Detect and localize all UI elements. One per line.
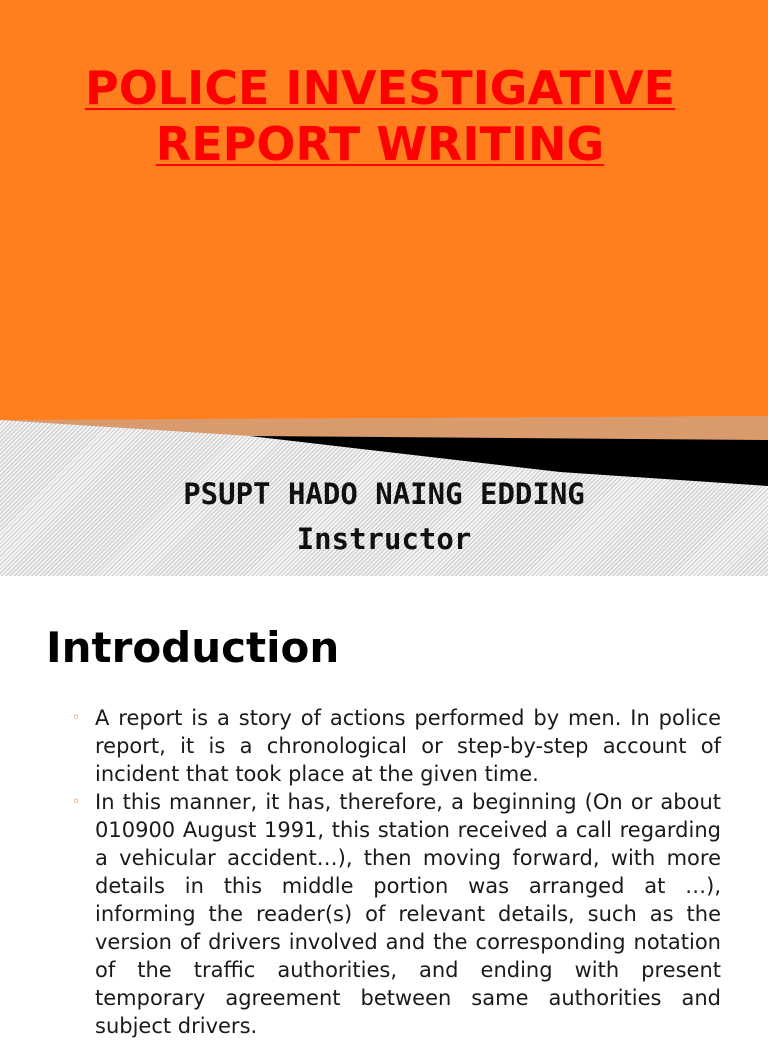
bullet-text: A report is a story of actions performed by men. In police report, it is a chronological or step-by-step account of incident that took place at the given time. xyxy=(95,706,721,786)
bullet-list xyxy=(68,704,721,1040)
slide-title-line-1: POLICE INVESTIGATIVE xyxy=(84,61,675,115)
bullet-text: In this manner, it has, therefore, a beginning (On or about 010900 August 1991, this station received a call regarding a vehicular accident…), then moving forward, with more details in this middle portion was arranged at …), informing the reader(s) of relevant details, such as the version of drivers involved and the corresponding notation of the traffic authorities, and ending with present temporary agreement between same authorities and subject drivers. xyxy=(95,790,721,1038)
presenter-role: Instructor xyxy=(296,522,472,556)
open-circle-bullet-icon: ◦ xyxy=(72,710,81,726)
introduction-slide xyxy=(0,576,768,1038)
slide-heading: Introduction xyxy=(46,623,340,672)
slide-title xyxy=(40,60,720,172)
bullet-item xyxy=(68,788,721,1040)
slide-title-line-2: REPORT WRITING xyxy=(155,117,605,171)
presenter-block xyxy=(40,472,728,562)
bullet-item xyxy=(68,704,721,788)
open-circle-bullet-icon: ◦ xyxy=(72,794,81,810)
presenter-name: PSUPT HADO NAING EDDING xyxy=(183,477,585,511)
